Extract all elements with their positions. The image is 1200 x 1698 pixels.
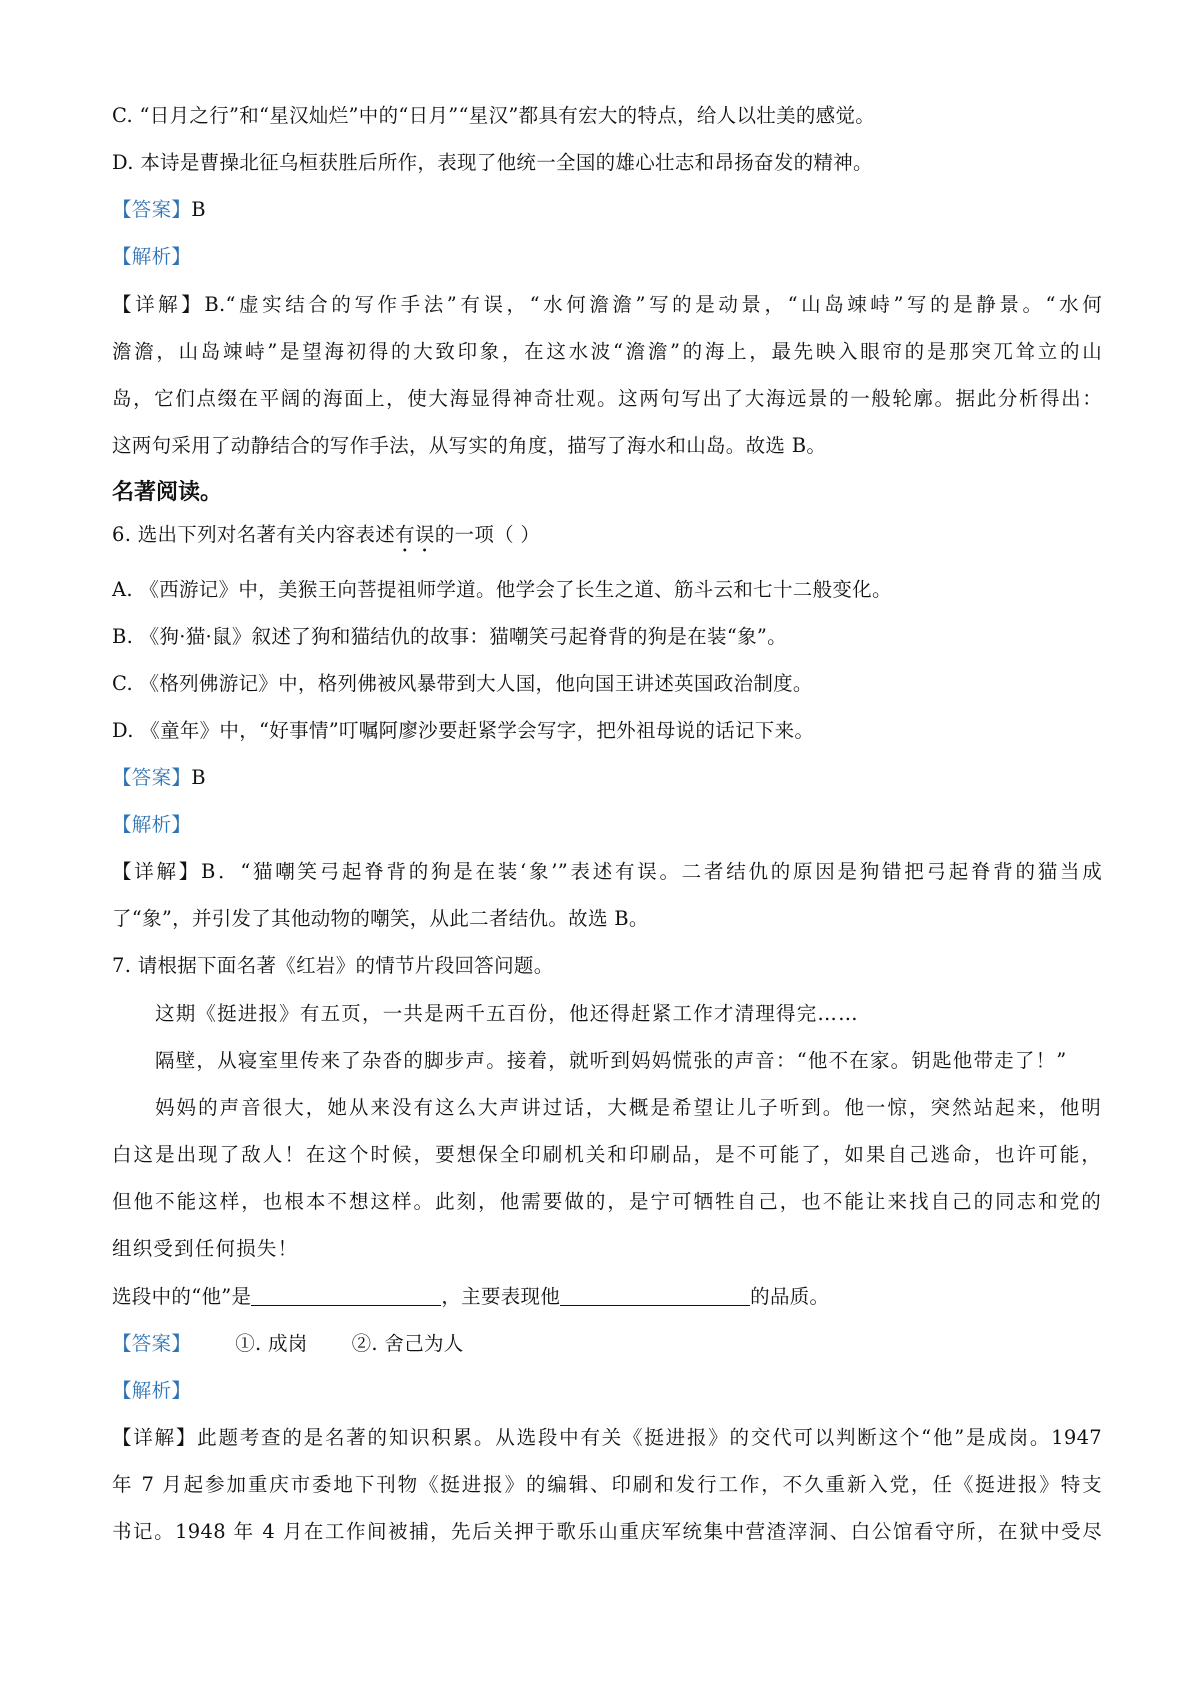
q6-detail-line: 【详解】B．“猫嘲笑弓起脊背的狗是在装‘象’”表述有误。二者结仇的原因是狗错把弓起脊背的猫当成 <box>112 860 1102 883</box>
section-title: 名著阅读。 <box>112 480 223 505</box>
answer-tag: 【答案】 <box>112 1332 192 1355</box>
q7-answer <box>112 1329 1102 1359</box>
q6-option-a: A. 《西游记》中，美猴王向菩提祖师学道。他学会了长生之道、筋斗云和七十二般变化。 <box>112 578 892 601</box>
q7-question: 选段中的“他”是 ，主要表现他 的品质。 <box>112 1285 830 1308</box>
q6-option-c: C. 《格列佛游记》中，格列佛被风暴带到大人国，他向国王讲述英国政治制度。 <box>112 672 813 695</box>
q7-passage-line: 但他不能这样，也根本不想这样。此刻，他需要做的，是宁可牺牲自己，也不能让来找自己的同志和党的 <box>112 1190 1102 1213</box>
q5-detail-line: 澹澹，山岛竦峙”是望海初得的大致印象，在这水波“澹澹”的海上，最先映入眼帘的是那突兀耸立的山 <box>112 340 1102 363</box>
q7-passage-line: 妈妈的声音很大，她从来没有这么大声讲过话，大概是希望让儿子听到。他一惊，突然站起来，他明 <box>155 1096 1102 1119</box>
q5-option-c: C. “日月之行”和“星汉灿烂”中的“日月”“星汉”都具有宏大的特点，给人以壮美的感觉。 <box>112 104 876 127</box>
q7-passage-line: 这期《挺进报》有五页，一共是两千五百份，他还得赶紧工作才清理得完…… <box>155 1002 859 1025</box>
answer-value: ②. 舍己为人 <box>351 1332 464 1355</box>
q7-analysis-tag: 【解析】 <box>112 1379 192 1402</box>
q6-option-d: D. 《童年》中，“好事情”叮嘱阿廖沙要赶紧学会写字，把外祖母说的话记下来。 <box>112 719 815 742</box>
answer-tag: 【答案】 <box>112 198 192 221</box>
q7-stem: 7. 请根据下面名著《红岩》的情节片段回答问题。 <box>112 954 554 977</box>
answer-blank <box>251 1283 441 1306</box>
answer-blank <box>560 1283 750 1306</box>
q5-detail-line: 这两句采用了动静结合的写作手法，从写实的角度，描写了海水和山岛。故选 B。 <box>112 434 827 457</box>
q5-analysis-tag: 【解析】 <box>112 245 192 268</box>
q7-passage-line: 白这是出现了敌人！在这个时候，要想保全印刷机关和印刷品，是不可能了，如果自己逃命，也许可能， <box>112 1143 1102 1166</box>
q7-passage-line: 组织受到任何损失！ <box>112 1237 299 1260</box>
q7-detail-line: 年 7 月起参加重庆市委地下刊物《挺进报》的编辑、印刷和发行工作，不久重新入党，任《挺进报》特支 <box>112 1473 1102 1496</box>
q6-stem: 6. 选出下列对名著有关内容表述有误的一项（ ） <box>112 523 541 546</box>
q6-detail-line: 了“象”，并引发了其他动物的嘲笑，从此二者结仇。故选 B。 <box>112 907 649 930</box>
q5-detail-line: 岛，它们点缀在平阔的海面上，使大海显得神奇壮观。这两句写出了大海远景的一般轮廓。据此分析得出： <box>112 387 1102 410</box>
q5-option-d: D. 本诗是曹操北征乌桓获胜后所作，表现了他统一全国的雄心壮志和昂扬奋发的精神。 <box>112 151 873 174</box>
answer-value: ①. 成岗 <box>235 1332 308 1355</box>
q7-detail-line: 【详解】此题考查的是名著的知识积累。从选段中有关《挺进报》的交代可以判断这个“他”是成岗。1947 <box>112 1426 1102 1449</box>
answer-tag: 【答案】 <box>112 766 192 789</box>
answer-value: B <box>191 766 206 789</box>
emphasis-dots: 有误 <box>395 523 435 546</box>
q6-option-b: B. 《狗·猫·鼠》叙述了狗和猫结仇的故事：猫嘲笑弓起脊背的狗是在装“象”。 <box>112 625 787 648</box>
q6-analysis-tag: 【解析】 <box>112 813 192 836</box>
q7-detail-line: 书记。1948 年 4 月在工作间被捕，先后关押于歌乐山重庆军统集中营渣滓洞、白公馆看守所，在狱中受尽 <box>112 1520 1102 1543</box>
q6-answer <box>112 763 1102 793</box>
answer-value: B <box>191 198 206 221</box>
q5-answer <box>112 195 1102 225</box>
q7-passage-line: 隔壁，从寝室里传来了杂沓的脚步声。接着，就听到妈妈慌张的声音：“他不在家。钥匙他带走了！” <box>155 1049 1068 1072</box>
q5-detail-line: 【详解】B.“虚实结合的写作手法”有误，“水何澹澹”写的是动景，“山岛竦峙”写的是静景。“水何 <box>112 293 1102 316</box>
